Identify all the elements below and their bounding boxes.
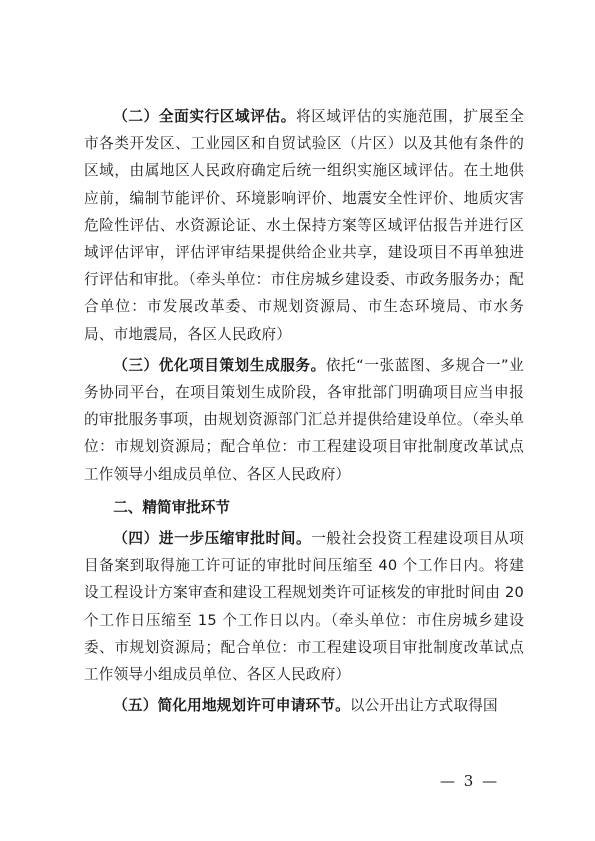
paragraph-region-assessment xyxy=(84,103,524,348)
paragraph-text: 依托“一张蓝图、多规合一”业务协同平台，在项目策划生成阶段，各审批部门明确项目应当申报的审批服务事项，由规划资源部门汇总并提供给建设单位。（牵头单位：市规划资源局；配合单位：市工程建设项目审批制度改革试点工作领导小组成员单位、各区人民政府） xyxy=(84,356,524,483)
document-body xyxy=(84,103,524,719)
paragraph-heading: （三）优化项目策划生成服务。 xyxy=(113,356,326,374)
paragraph-approval-time xyxy=(84,525,524,688)
paragraph-text: 将区域评估的实施范围，扩展至全市各类开发区、工业园区和自贸试验区（片区）以及其他有条件的区域，由属地区人民政府确定后统一组织实施区域评估。在土地供应前，编制节能评价、环境影响评价、地震安全性评价、地质灾害危险性评估、水资源论证、水土保持方案等区域评估报告并进行区域评估评审，评估评审结果提供给企业共享，建设项目不再单独进行评估和审批。（牵头单位：市住房城乡建设委、市政务服务办；配合单位：市发展改革委、市规划资源局、市生态环境局、市水务局、市地震局，各区人民政府） xyxy=(84,108,524,343)
paragraph-text: 以公开出让方式取得国 xyxy=(349,697,498,715)
paragraph-text: 一般社会投资工程建设项目从项目备案到取得施工许可证的审批时间压缩至 40 个工作日内。将建设工程设计方案审查和建设工程规划类许可证核发的审批时间由 20 个工作日压缩至 15 个工作日以内。（牵头单位：市住房城乡建设委、市规划资源局；配合单位：市工程建设项目审批制度改革试点工作领导小组成员单位、各区人民政府） xyxy=(84,530,524,684)
page-number: — 3 — xyxy=(440,772,500,790)
paragraph-land-planning xyxy=(84,692,524,719)
paragraph-heading: （五）简化用地规划许可申请环节。 xyxy=(113,697,350,715)
paragraph-heading: （四）进一步压缩审批时间。 xyxy=(113,530,312,548)
paragraph-project-planning xyxy=(84,352,524,488)
section-heading: 二、精简审批环节 xyxy=(113,498,230,516)
paragraph-heading: （二）全面实行区域评估。 xyxy=(113,108,296,125)
